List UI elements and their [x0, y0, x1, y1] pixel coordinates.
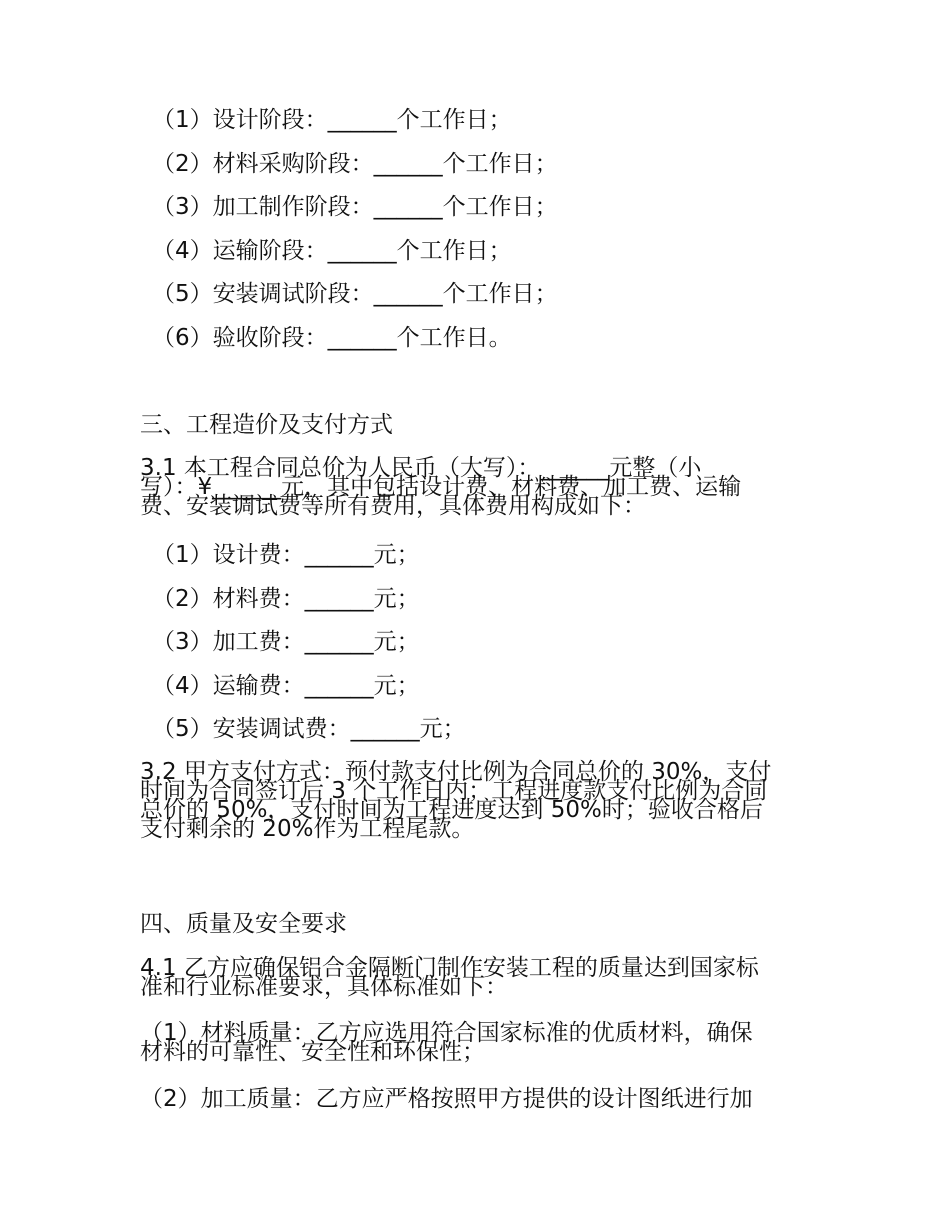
- stage-item-6: （6）验收阶段：______个工作日。: [152, 325, 512, 351]
- stage-item-1: （1）设计阶段：______个工作日；: [152, 107, 512, 133]
- fee-item-4: （4）运输费：______元；: [152, 673, 420, 699]
- fee-item-1: （1）设计费：______元；: [152, 542, 420, 568]
- paragraph-line: 时间为合同签订后 3 个工作日内；工程进度款支付比例为合同: [140, 778, 768, 804]
- fee-item-3: （3）加工费：______元；: [152, 629, 420, 655]
- stage-item-4: （4）运输阶段：______个工作日；: [152, 238, 512, 264]
- paragraph-line: （1）材料质量：乙方应选用符合国家标准的优质材料，确保: [140, 1020, 753, 1046]
- fee-item-5: （5）安装调试费：______元；: [152, 716, 466, 742]
- stage-item-5: （5）安装调试阶段：______个工作日；: [152, 281, 558, 307]
- paragraph-line: 总价的 50%，支付时间为工程进度达到 50%时；验收合格后: [140, 797, 763, 823]
- stage-item-3: （3）加工制作阶段：______个工作日；: [152, 194, 558, 220]
- paragraph-line: 费、安装调试费等所有费用，具体费用构成如下：: [140, 493, 646, 519]
- paragraph-3-1: [140, 455, 742, 519]
- quality-item-1: [140, 1020, 753, 1065]
- paragraph-line: 3.2 甲方支付方式：预付款支付比例为合同总价的 30%，支付: [140, 759, 772, 785]
- fee-item-2: （2）材料费：______元；: [152, 586, 420, 612]
- paragraph-line: 写）：¥______元，其中包括设计费、材料费、加工费、运输: [140, 474, 742, 500]
- section-3-heading: 三、工程造价及支付方式: [140, 412, 393, 438]
- paragraph-4-1: [140, 955, 759, 1000]
- stage-item-2: （2）材料采购阶段：______个工作日；: [152, 151, 558, 177]
- paragraph-line: （2）加工质量：乙方应严格按照甲方提供的设计图纸进行加: [140, 1086, 753, 1112]
- paragraph-line: 3.1 本工程合同总价为人民币（大写）：______元整（小: [140, 455, 702, 481]
- paragraph-line: 4.1 乙方应确保铝合金隔断门制作安装工程的质量达到国家标: [140, 955, 759, 981]
- paragraph-line: 支付剩余的 20%作为工程尾款。: [140, 816, 475, 842]
- paragraph-line: 准和行业标准要求，具体标准如下：: [140, 974, 508, 1000]
- section-4-heading: 四、质量及安全要求: [140, 911, 347, 937]
- paragraph-3-2: [140, 759, 772, 842]
- paragraph-line: 材料的可靠性、安全性和环保性；: [140, 1039, 485, 1065]
- quality-item-2: [140, 1086, 753, 1112]
